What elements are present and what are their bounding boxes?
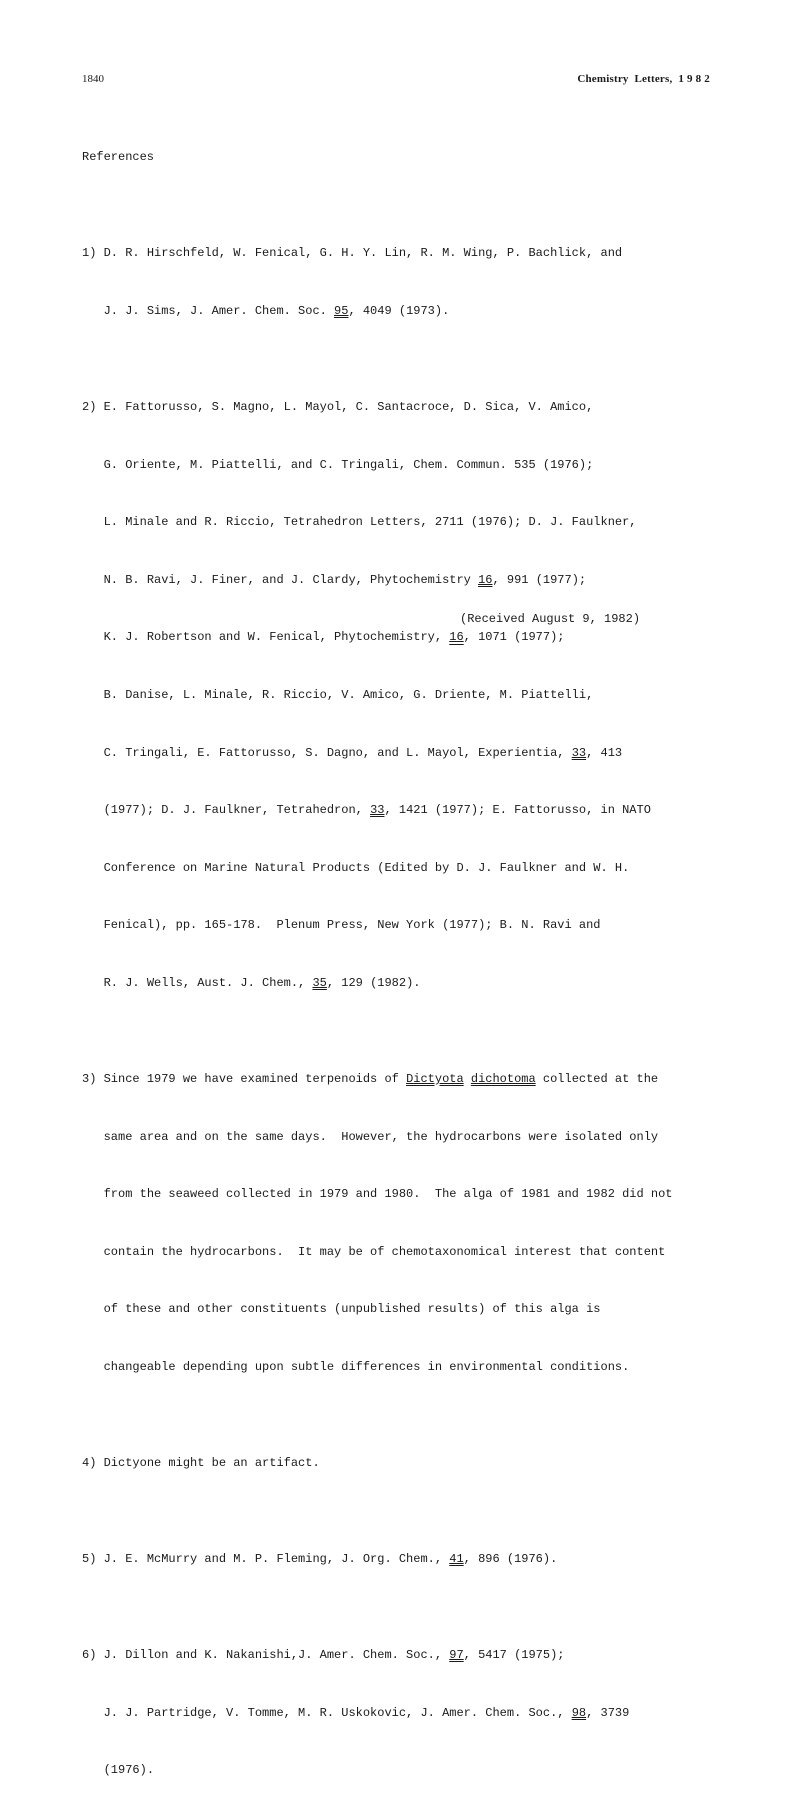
reference-1-number: 1) bbox=[82, 246, 97, 261]
volume-number: 16 bbox=[478, 572, 493, 587]
reference-2-line-3: L. Minale and R. Riccio, Tetrahedron Letters, 2711 (1976); D. J. Faulkner, bbox=[103, 515, 637, 530]
reference-3-line-3: from the seaweed collected in 1979 and 1980. The alga of 1981 and 1982 did not bbox=[103, 1187, 673, 1202]
reference-3-line-2: same area and on the same days. However, the hydrocarbons were isolated only bbox=[103, 1129, 659, 1144]
reference-2-line-9: Conference on Marine Natural Products (Edited by D. J. Faulkner and W. H. bbox=[103, 860, 630, 875]
reference-2-line-10: Fenical), pp. 165-178. Plenum Press, New York (1977); B. N. Ravi and bbox=[103, 918, 601, 933]
reference-6-number: 6) bbox=[82, 1647, 97, 1662]
reference-2-line-5: K. J. Robertson and W. Fenical, Phytochemistry, 16, 1071 (1977); bbox=[103, 630, 565, 645]
reference-3-line-6: changeable depending upon subtle differences in environmental conditions. bbox=[103, 1359, 630, 1374]
reference-4-number: 4) bbox=[82, 1455, 97, 1470]
volume-number: 35 bbox=[312, 975, 327, 990]
reference-6-line-3: (1976). bbox=[103, 1763, 155, 1778]
reference-1-line-1: 1) D. R. Hirschfeld, W. Fenical, G. H. Y. Lin, R. M. Wing, P. Bachlick, and bbox=[82, 246, 623, 261]
volume-number: 33 bbox=[370, 803, 385, 818]
reference-5-number: 5) bbox=[82, 1551, 97, 1566]
reference-2-line-2: G. Oriente, M. Piattelli, and C. Tringali, Chem. Commun. 535 (1976); bbox=[103, 457, 594, 472]
reference-2-line-1: 2) E. Fattorusso, S. Magno, L. Mayol, C. Santacroce, D. Sica, V. Amico, bbox=[82, 400, 594, 414]
volume-number: 16 bbox=[449, 630, 464, 645]
volume-number: 97 bbox=[449, 1647, 464, 1662]
reference-2-line-6: B. Danise, L. Minale, R. Riccio, V. Amico, G. Driente, M. Piattelli, bbox=[103, 687, 594, 702]
volume-number: 95 bbox=[334, 304, 349, 318]
received-date: (Received August 9, 1982) bbox=[460, 612, 641, 626]
reference-2-line-4: N. B. Ravi, J. Finer, and J. Clardy, Phytochemistry 16, 991 (1977); bbox=[103, 572, 587, 587]
reference-4-line-1: 4) Dictyone might be an artifact. bbox=[82, 1455, 320, 1470]
reference-2-line-8: (1977); D. J. Faulkner, Tetrahedron, 33, 1421 (1977); E. Fattorusso, in NATO bbox=[103, 803, 651, 818]
reference-3-line-5: of these and other constituents (unpublished results) of this alga is bbox=[103, 1302, 601, 1317]
volume-number: 98 bbox=[571, 1705, 587, 1720]
page-header bbox=[82, 73, 710, 89]
references-heading: References bbox=[82, 150, 155, 165]
references-section bbox=[82, 110, 722, 1799]
reference-6-line-1: 6) J. Dillon and K. Nakanishi,J. Amer. Chem. Soc., 97, 5417 (1975); bbox=[82, 1647, 565, 1662]
page-number: 1840 bbox=[82, 73, 104, 85]
journal-title: Chemistry Letters, 1 9 8 2 bbox=[577, 73, 710, 85]
reference-2-line-11: R. J. Wells, Aust. J. Chem., 35, 129 (1982). bbox=[103, 975, 421, 990]
reference-2-line-7: C. Tringali, E. Fattorusso, S. Dagno, and L. Mayol, Experientia, 33, 413 bbox=[103, 745, 623, 760]
reference-3-line-1: 3) Since 1979 we have examined terpenoids of Dictyota dichotoma collected at the bbox=[82, 1071, 659, 1086]
volume-number: 33 bbox=[571, 745, 587, 760]
species-name: dichotoma bbox=[470, 1071, 536, 1086]
reference-3-number: 3) bbox=[82, 1071, 97, 1086]
reference-1-line-2: J. J. Sims, J. Amer. Chem. Soc. 95, 4049 (1973). bbox=[103, 304, 450, 318]
volume-number: 41 bbox=[449, 1551, 464, 1566]
reference-3-line-4: contain the hydrocarbons. It may be of chemotaxonomical interest that content bbox=[103, 1244, 666, 1259]
reference-2-number: 2) bbox=[82, 400, 97, 414]
genus-name: Dictyota bbox=[406, 1071, 464, 1086]
reference-5-line-1: 5) J. E. McMurry and M. P. Fleming, J. Org. Chem., 41, 896 (1976). bbox=[82, 1551, 558, 1566]
reference-6-line-2: J. J. Partridge, V. Tomme, M. R. Uskokovic, J. Amer. Chem. Soc., 98, 3739 bbox=[103, 1705, 630, 1720]
